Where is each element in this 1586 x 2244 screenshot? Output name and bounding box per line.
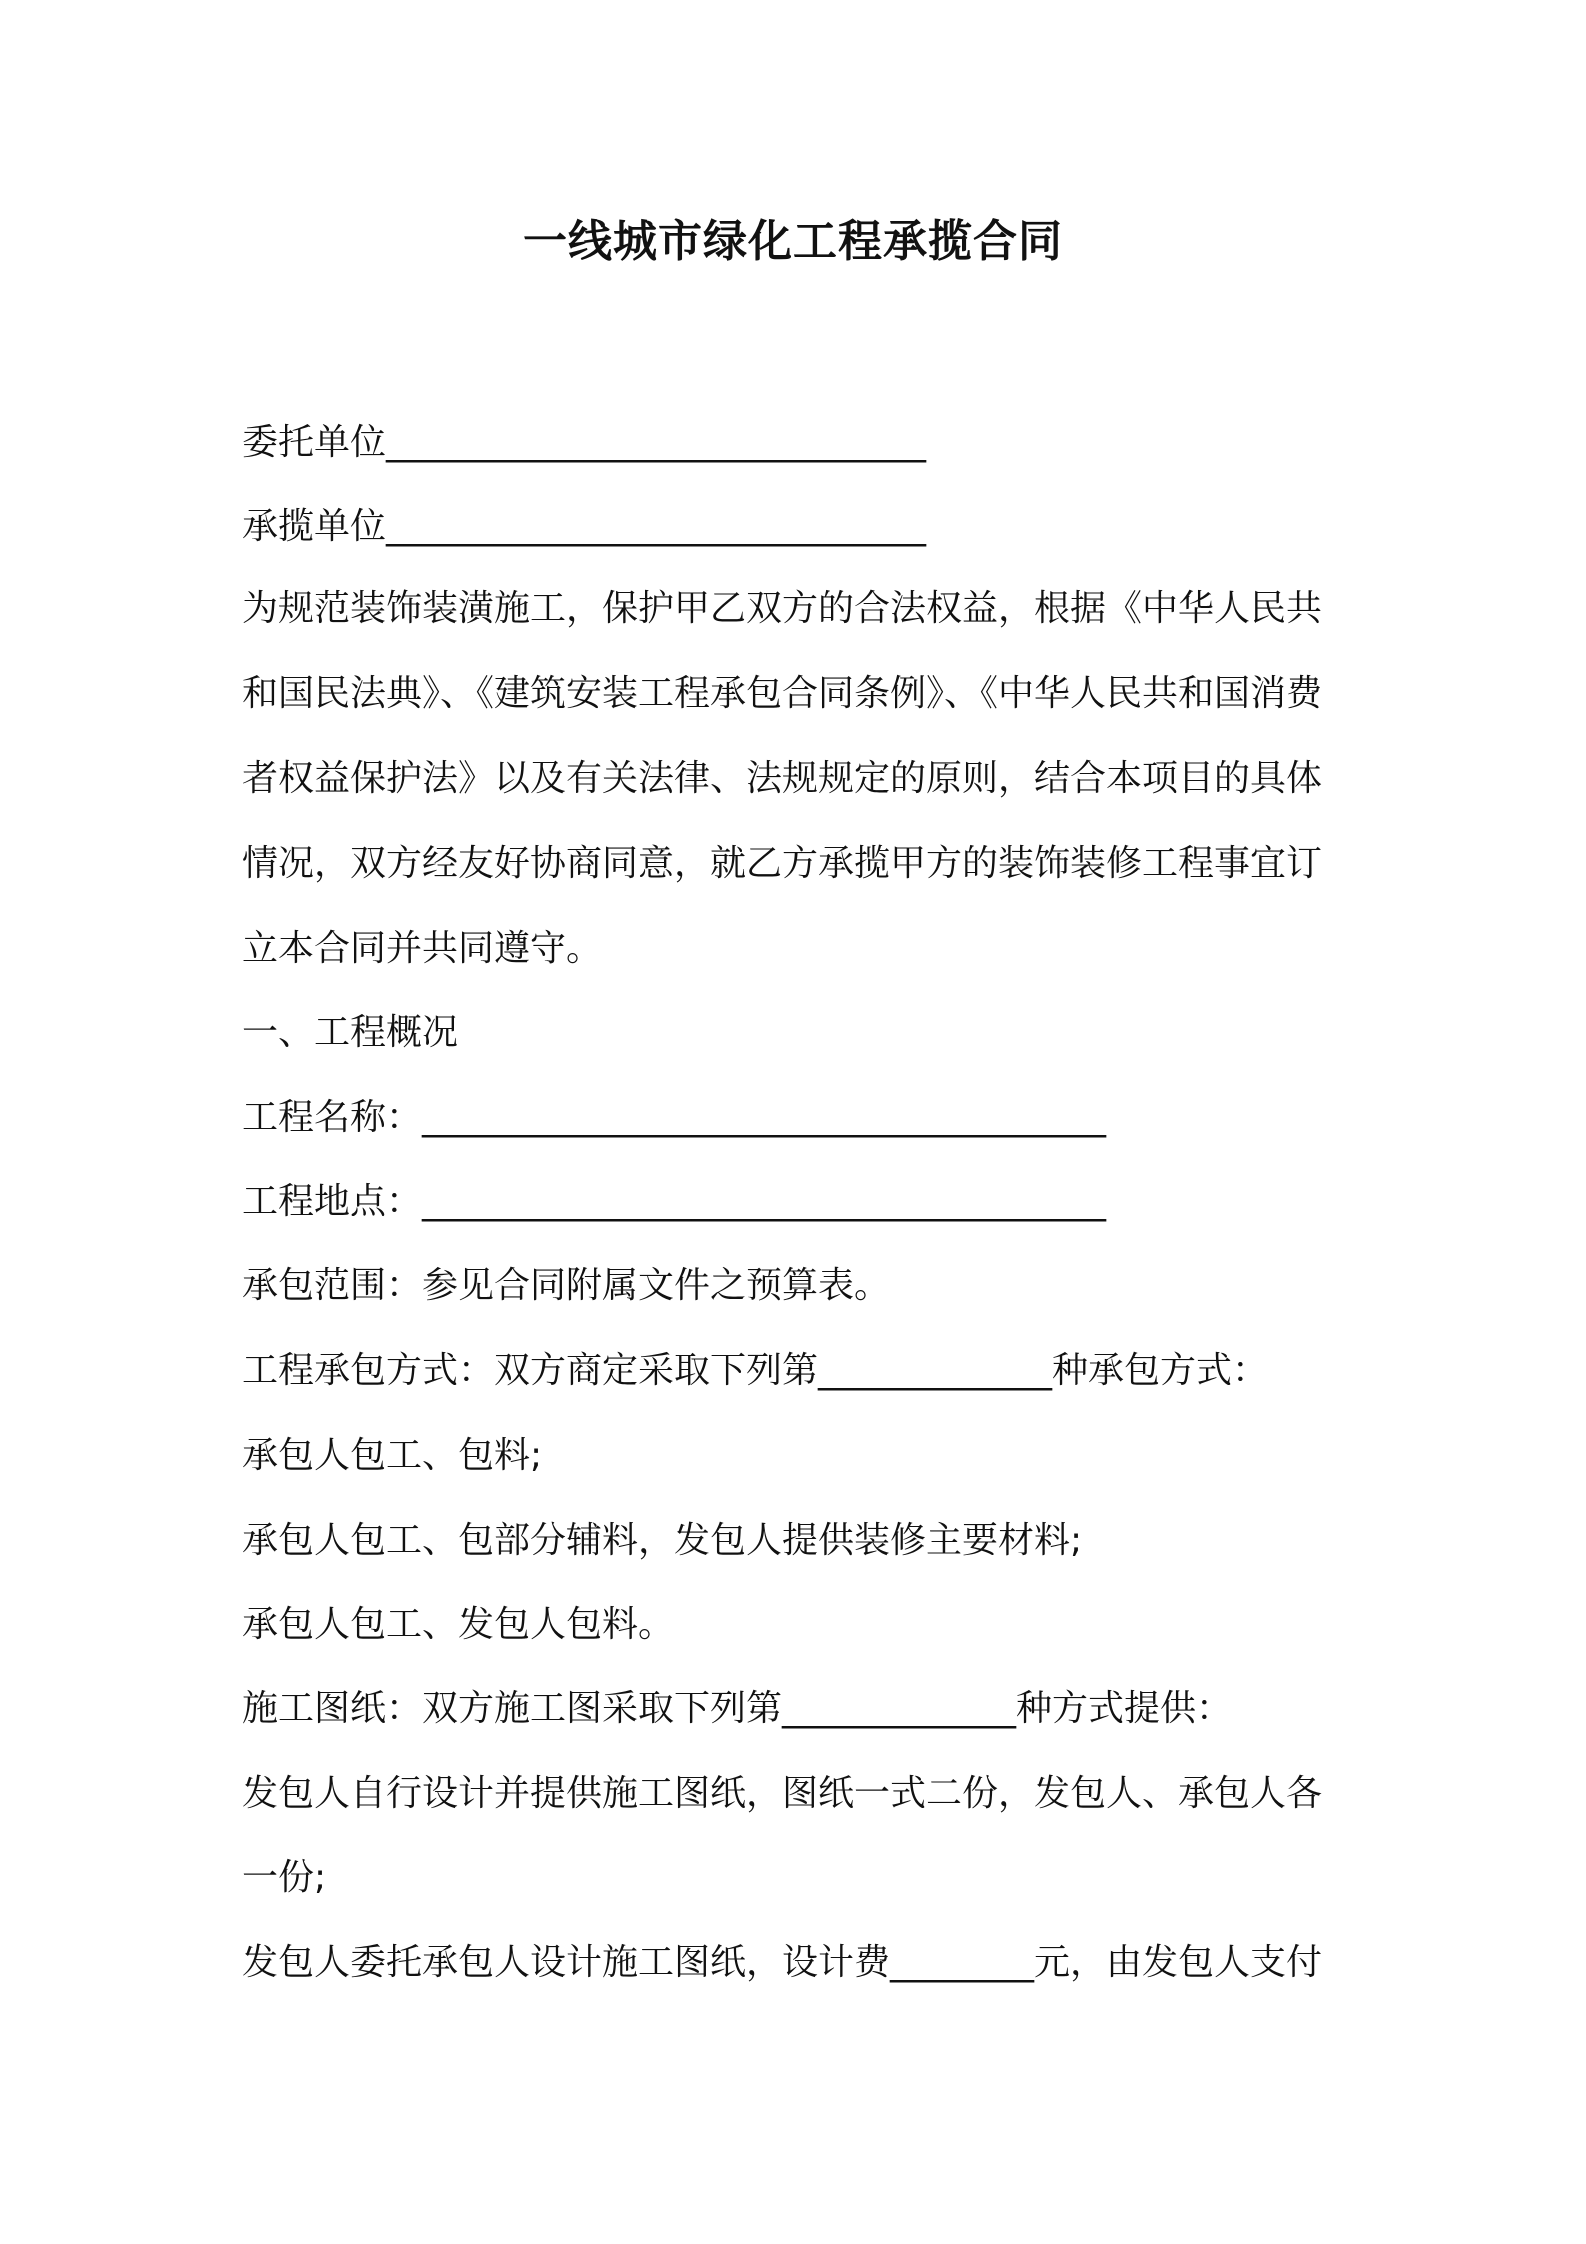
document-title: 一线城市绿化工程承揽合同 <box>523 216 1063 267</box>
preamble-line: 和国民法典》、《建筑安装工程承包合同条例》、《中华人民共和国消费 <box>242 673 1323 714</box>
project-location-line: 工程地点：______________________________________ <box>242 1181 1107 1222</box>
contract-scope-line: 承包范围：参见合同附属文件之预算表。 <box>242 1265 891 1306</box>
drawings-option-line: 发包人委托承包人设计施工图纸，设计费________元，由发包人支付 <box>242 1942 1323 1983</box>
contract-option-line: 承包人包工、包部分辅料，发包人提供装修主要材料; <box>242 1520 1083 1561</box>
contractor-unit-line: 承揽单位______________________________ <box>242 506 927 547</box>
client-unit-line: 委托单位______________________________ <box>242 422 927 463</box>
preamble-line: 情况，双方经友好协商同意，就乙方承揽甲方的装饰装修工程事宜订 <box>242 843 1323 884</box>
contract-option-line: 承包人包工、发包人包料。 <box>242 1604 675 1645</box>
preamble-line: 为规范装饰装潢施工，保护甲乙双方的合法权益，根据《中华人民共 <box>242 588 1323 629</box>
drawings-option-line: 发包人自行设计并提供施工图纸，图纸一式二份，发包人、承包人各 <box>242 1773 1323 1814</box>
drawings-option-line: 一份; <box>242 1857 327 1898</box>
drawings-line: 施工图纸：双方施工图采取下列第_____________种方式提供： <box>242 1688 1233 1729</box>
contract-option-line: 承包人包工、包料; <box>242 1435 543 1476</box>
preamble-line: 者权益保护法》以及有关法律、法规规定的原则，结合本项目的具体 <box>242 758 1323 799</box>
preamble-line: 立本合同并共同遵守。 <box>242 928 603 969</box>
project-name-line: 工程名称：______________________________________ <box>242 1097 1107 1138</box>
section-heading: 一、工程概况 <box>242 1012 459 1053</box>
contract-method-line: 工程承包方式：双方商定采取下列第_____________种承包方式： <box>242 1350 1269 1391</box>
